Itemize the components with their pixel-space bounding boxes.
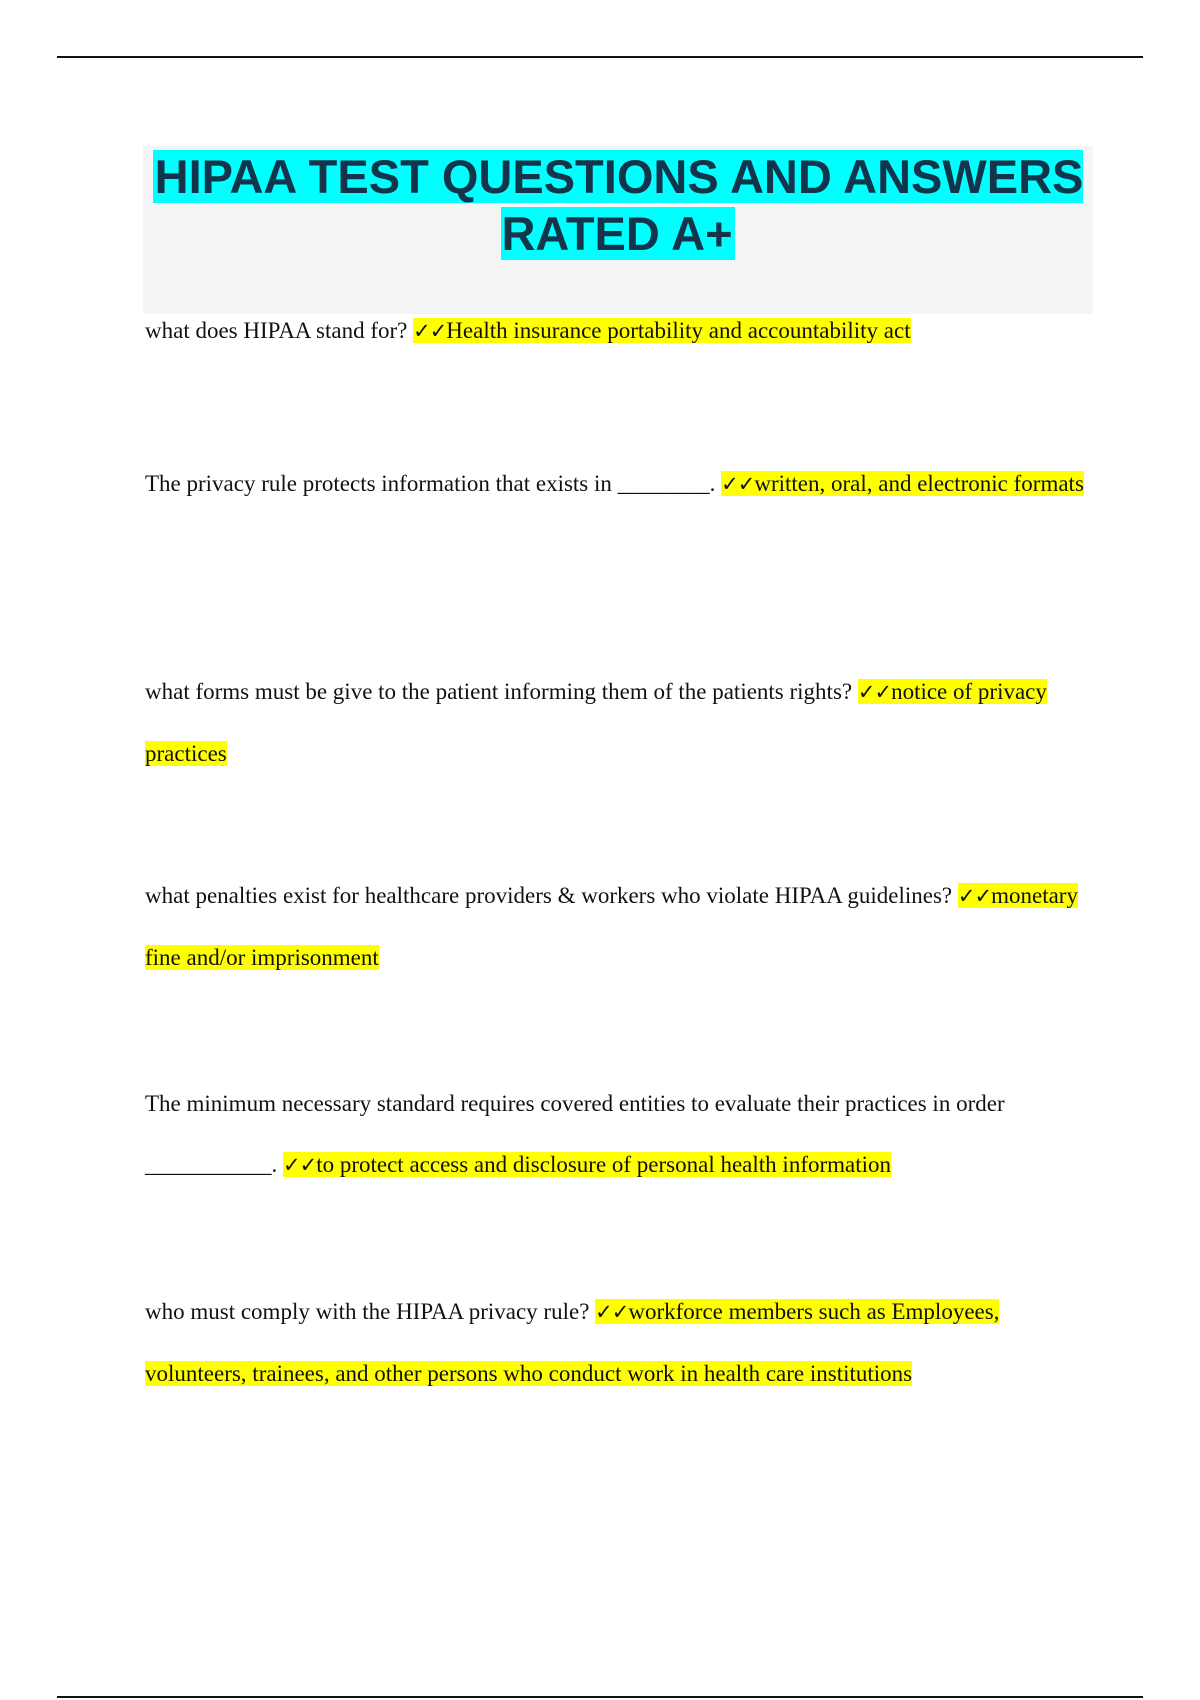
- answer-3-text: notice of privacy practices: [145, 679, 1047, 766]
- title-block: [143, 146, 1093, 314]
- checkmark-icon: ✓✓: [413, 319, 447, 343]
- qa-item-2: [145, 453, 1085, 515]
- answer-5-text: to protect access and disclosure of personal health information: [316, 1152, 892, 1177]
- qa-item-4: [145, 865, 1085, 988]
- footer-rule: [57, 1696, 1143, 1698]
- qa-item-5: [145, 1073, 1085, 1196]
- checkmark-icon: ✓✓: [595, 1300, 629, 1324]
- answer-2: [721, 471, 1084, 496]
- answer-2-text: written, oral, and electronic formats: [754, 471, 1084, 496]
- question-2: The privacy rule protects information that exists in ________.: [145, 471, 722, 496]
- answer-6-text: workforce members such as Employees, volunteers, trainees, and other persons who conduct work in health care institutions: [145, 1299, 1000, 1386]
- answer-4-text: monetary fine and/or imprisonment: [145, 883, 1078, 970]
- question-6: who must comply with the HIPAA privacy rule?: [145, 1299, 596, 1324]
- qa-item-3: [145, 661, 1085, 784]
- document-title-text: HIPAA TEST QUESTIONS AND ANSWERS RATED A+: [154, 150, 1084, 260]
- header-rule: [57, 56, 1143, 58]
- question-3: what forms must be give to the patient informing them of the patients rights?: [145, 679, 858, 704]
- question-5: The minimum necessary standard requires covered entities to evaluate their practices in order ___________.: [145, 1091, 1005, 1177]
- question-4: what penalties exist for healthcare providers & workers who violate HIPAA guidelines?: [145, 883, 958, 908]
- checkmark-icon: ✓✓: [857, 680, 892, 704]
- checkmark-icon: ✓✓: [721, 472, 755, 496]
- answer-1: [413, 318, 911, 343]
- qa-item-6: [145, 1281, 1085, 1404]
- document-title: [143, 146, 1093, 262]
- answer-5: [283, 1152, 891, 1177]
- question-1: what does HIPAA stand for?: [145, 318, 414, 343]
- checkmark-icon: ✓✓: [957, 884, 992, 908]
- answer-1-text: Health insurance portability and accountability act: [446, 318, 911, 343]
- checkmark-icon: ✓✓: [283, 1153, 317, 1177]
- qa-item-1: [145, 300, 1085, 362]
